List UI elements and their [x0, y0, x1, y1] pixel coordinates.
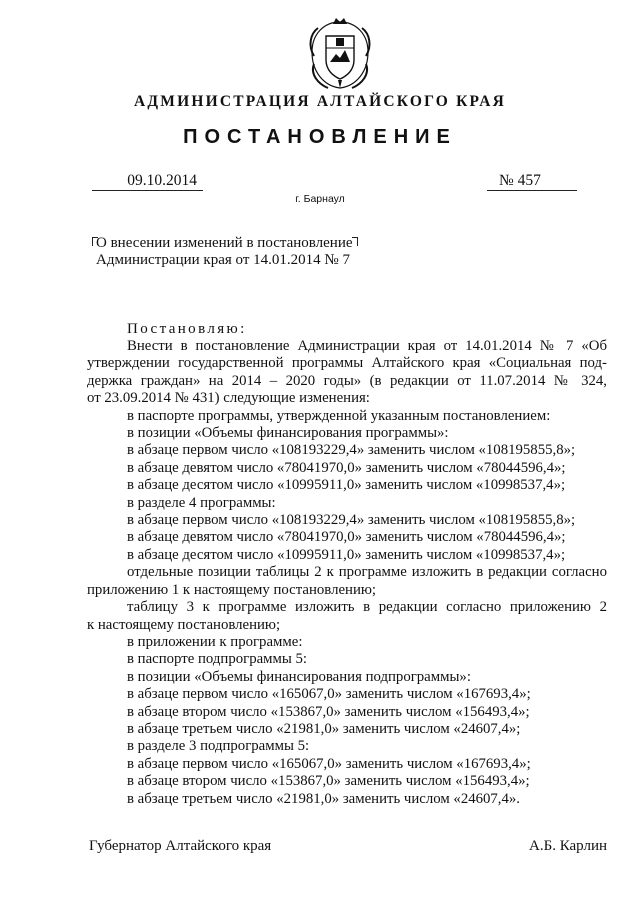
- subject-line-1: О внесении изменений в постановление: [96, 235, 353, 251]
- subject-bracket-right: [352, 237, 358, 246]
- body-line: в абзаце десятом число «10995911,0» заменить числом «10998537,4»;: [127, 546, 566, 563]
- subject-block: [96, 235, 416, 269]
- body-line: в абзаце десятом число «10995911,0» заменить числом «10998537,4»;: [127, 477, 566, 494]
- city: г. Барнаул: [295, 193, 345, 205]
- body-line: в абзаце первом число «108193229,4» заменить числом «108195855,8»;: [127, 442, 576, 459]
- document-date: [92, 172, 203, 191]
- number-value: № 457: [499, 172, 541, 189]
- decree-word: Постановляю:: [127, 321, 247, 337]
- body-line: в абзаце втором число «153867,0» заменить числом «156493,4»;: [127, 773, 530, 790]
- signer-title: Губернатор Алтайского края: [89, 838, 272, 854]
- body-line: в приложении к программе:: [127, 633, 303, 650]
- body-line: в абзаце третьем число «21981,0» заменить числом «24607,4».: [127, 790, 521, 807]
- body-line: в позиции «Объемы финансирования программы»:: [127, 425, 449, 442]
- body-line: в абзаце девятом число «78041970,0» заменить числом «78044596,4»;: [127, 459, 566, 476]
- date-value: 09.10.2014: [127, 172, 197, 189]
- body-line: Внести в постановление Администрации края от 14.01.2014 № 7 «Об: [127, 338, 607, 354]
- altai-krai-coat-of-arms-icon: [300, 16, 380, 92]
- document-number: [487, 172, 577, 191]
- subject-bracket-left: [92, 237, 98, 246]
- body-line: таблицу 3 к программе изложить в редакции согласно приложению 2: [127, 599, 607, 616]
- body-line: в позиции «Объемы финансирования подпрограммы»:: [127, 668, 471, 685]
- body-line: в паспорте программы, утвержденной указанным постановлением:: [127, 407, 551, 424]
- body-line: отдельные позиции таблицы 2 к программе изложить в редакции согласно: [127, 564, 607, 581]
- subject-line-2: Администрации края от 14.01.2014 № 7: [96, 252, 350, 268]
- body-line: в паспорте подпрограммы 5:: [127, 651, 308, 668]
- body-line: в абзаце девятом число «78041970,0» заменить числом «78044596,4»;: [127, 529, 566, 546]
- body-line: в абзаце первом число «165067,0» заменить числом «167693,4»;: [127, 755, 531, 772]
- body-line: в абзаце первом число «108193229,4» заменить числом «108195855,8»;: [127, 512, 576, 529]
- body-line: держка граждан» на 2014 – 2020 годы» (в редакции от 11.07.2014 № 324,: [87, 372, 607, 389]
- body-line: приложению 1 к настоящему постановлению;: [87, 581, 377, 598]
- agency-name: АДМИНИСТРАЦИЯ АЛТАЙСКОГО КРАЯ: [133, 93, 507, 110]
- body-line: в абзаце втором число «153867,0» заменить числом «156493,4»;: [127, 703, 530, 720]
- body-line: в разделе 4 программы:: [127, 494, 276, 511]
- body-line: утверждении государственной программы Алтайского края «Социальная под-: [87, 355, 607, 372]
- body-line: в абзаце первом число «165067,0» заменить числом «167693,4»;: [127, 686, 531, 703]
- body-line: к настоящему постановлению;: [87, 616, 281, 633]
- document-type: ПОСТАНОВЛЕНИЕ: [183, 126, 457, 148]
- body-line: в абзаце третьем число «21981,0» заменить числом «24607,4»;: [127, 720, 521, 737]
- body-line: от 23.09.2014 № 431) следующие изменения:: [87, 390, 370, 407]
- signer-name: А.Б. Карлин: [529, 838, 608, 854]
- body-line: в разделе 3 подпрограммы 5:: [127, 738, 310, 755]
- document-body: [87, 338, 607, 808]
